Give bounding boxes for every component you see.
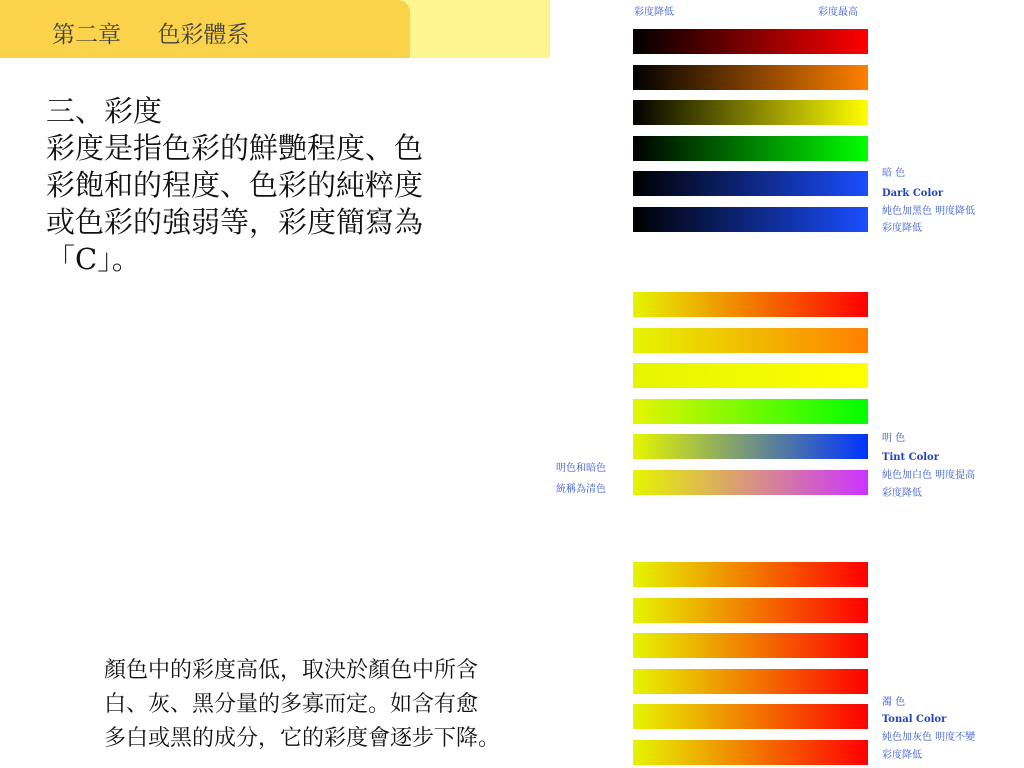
diagram-left-header: 彩度降低 — [634, 7, 674, 18]
tint-color-chroma: 彩度降低 — [882, 488, 922, 499]
tonal-gradient-bar — [633, 704, 868, 729]
main-text-line: 「C」。 — [46, 242, 141, 276]
dark-color-title: 暗 色 — [882, 168, 906, 179]
tint-gradient-bar — [633, 328, 868, 353]
main-text-line: 或色彩的強弱等，彩度簡寫為 — [46, 205, 424, 239]
tonal-color-description: 純色加灰色 明度不變 — [882, 732, 976, 743]
dark-color-english: Dark Color — [882, 188, 944, 199]
tonal-gradient-bar — [633, 740, 868, 765]
diagram-right-header: 彩度最高 — [818, 7, 858, 18]
tonal-gradient-bar — [633, 669, 868, 694]
bottom-text-line: 白、灰、黑分量的多寡而定。如含有愈 — [104, 692, 479, 717]
dark-gradient-bar — [633, 100, 868, 125]
tint-gradient-bar — [633, 434, 868, 459]
bottom-text-line: 多白或黑的成分，它的彩度會逐步下降。 — [104, 726, 501, 751]
main-text-line: 三、彩度 — [46, 94, 163, 128]
tint-gradient-bar — [633, 363, 868, 388]
tint-color-description: 純色加白色 明度提高 — [882, 470, 976, 481]
tint-gradient-bar — [633, 470, 868, 495]
tonal-gradient-bar — [633, 633, 868, 658]
tonal-color-chroma: 彩度降低 — [882, 750, 922, 761]
tonal-gradient-bar — [633, 562, 868, 587]
dark-gradient-bar — [633, 136, 868, 161]
tint-gradient-bar — [633, 399, 868, 424]
main-text-line: 彩飽和的程度、色彩的純粹度 — [46, 168, 424, 202]
tonal-color-title: 濁 色 — [882, 697, 906, 708]
tonal-gradient-bar — [633, 598, 868, 623]
dark-color-description: 純色加黑色 明度降低 — [882, 206, 976, 217]
dark-gradient-bar — [633, 171, 868, 196]
tint-gradient-bar — [633, 292, 868, 317]
dark-color-chroma: 彩度降低 — [882, 223, 922, 234]
side-label-line2: 統稱為清色 — [556, 484, 606, 495]
tonal-color-english: Tonal Color — [882, 714, 947, 725]
chapter-title: 第二章 色彩體系 — [52, 22, 250, 48]
dark-gradient-bar — [633, 207, 868, 232]
dark-gradient-bar — [633, 65, 868, 90]
tint-color-english: Tint Color — [882, 452, 939, 463]
dark-gradient-bar — [633, 29, 868, 54]
bottom-text-line: 顏色中的彩度高低，取決於顏色中所含 — [104, 658, 479, 683]
bottom-text — [104, 654, 624, 756]
side-label-line1: 明色和暗色 — [556, 463, 606, 474]
main-text-line: 彩度是指色彩的鮮艷程度、色 — [46, 131, 424, 165]
tint-color-title: 明 色 — [882, 433, 906, 444]
main-text — [46, 93, 516, 278]
